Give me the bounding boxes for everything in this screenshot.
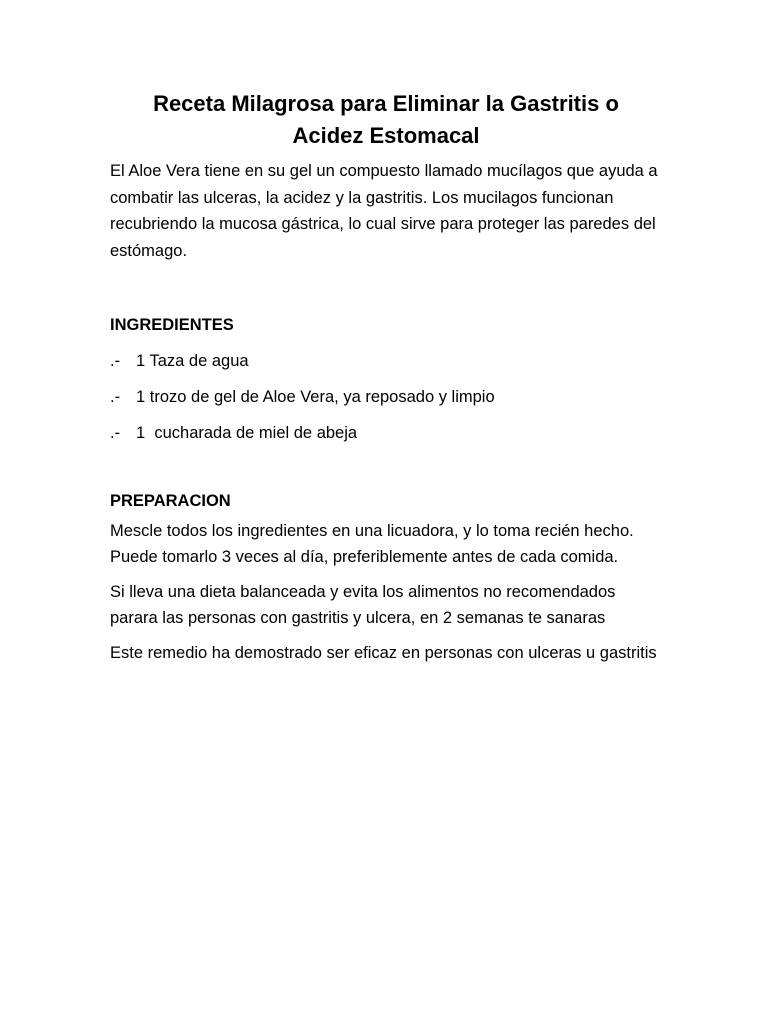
page-title-line-1: Receta Milagrosa para Eliminar la Gastritis o — [153, 91, 619, 116]
list-item — [110, 386, 662, 408]
page-title-line-2: Acidez Estomacal — [292, 123, 480, 148]
page-title — [110, 88, 662, 152]
bullet-marker: .- — [110, 352, 121, 370]
ingredient-text: 1 cucharada de miel de abeja — [136, 424, 358, 442]
bullet-marker: .- — [110, 424, 121, 442]
preparation-heading: PREPARACION — [110, 492, 231, 510]
ingredients-heading: INGREDIENTES — [110, 316, 234, 334]
ingredient-text: 1 trozo de gel de Aloe Vera, ya reposado y limpio — [136, 388, 495, 406]
intro-paragraph: El Aloe Vera tiene en su gel un compuesto llamado mucílagos que ayuda a combatir las ulceras, la acidez y la gastritis. Los mucilagos funcionan recubriendo la mucosa gástrica, lo cual sirve para proteger las paredes del estómago. — [110, 162, 658, 260]
document-content — [110, 88, 662, 666]
preparation-paragraph: Si lleva una dieta balanceada y evita los alimentos no recomendados parara las personas con gastritis y ulcera, en 2 semanas te sanaras — [110, 583, 616, 627]
preparation-paragraph: Este remedio ha demostrado ser eficaz en personas con ulceras u gastritis — [110, 644, 657, 662]
bullet-marker: .- — [110, 388, 121, 406]
list-item — [110, 350, 662, 372]
ingredient-text: 1 Taza de agua — [136, 352, 249, 370]
preparation-paragraph: Mescle todos los ingredientes en una licuadora, y lo toma recién hecho. Puede tomarlo 3 veces al día, preferiblemente antes de cada comida. — [110, 522, 634, 566]
list-item — [110, 422, 662, 444]
ingredients-list — [110, 350, 662, 444]
